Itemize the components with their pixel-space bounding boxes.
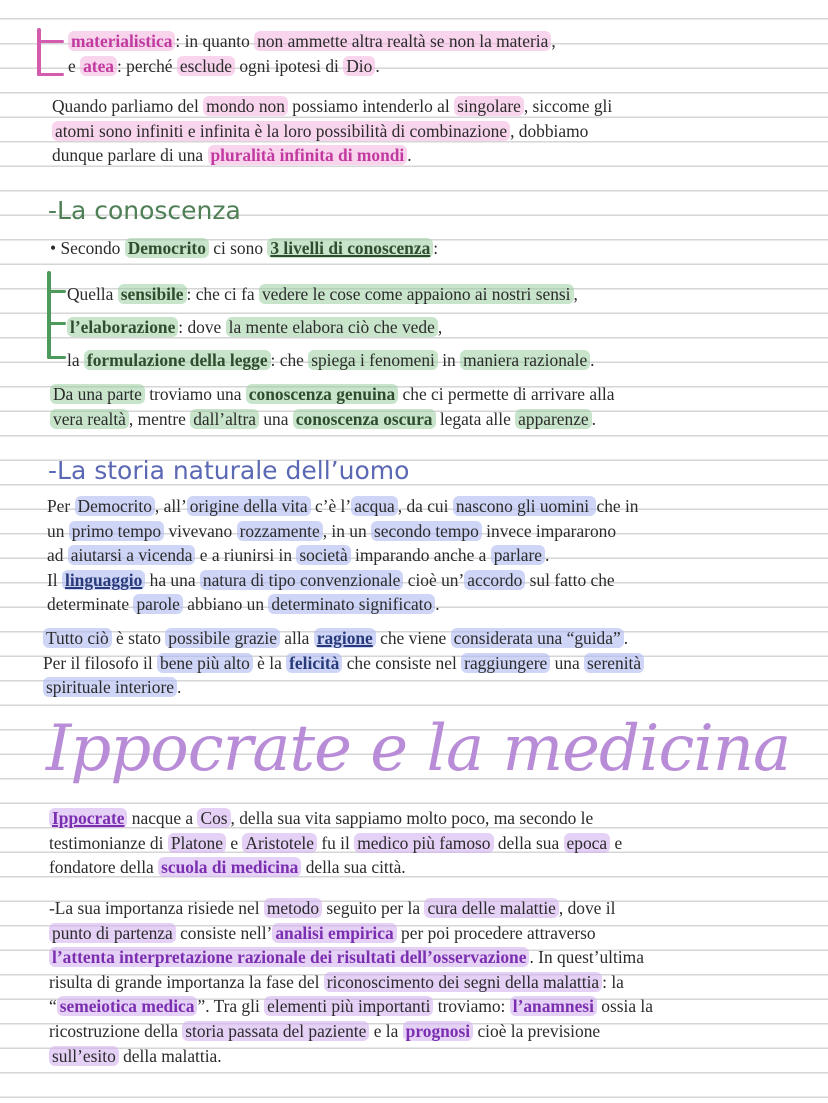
highlight: Platone xyxy=(168,833,226,853)
text: -La sua importanza risiede nel xyxy=(49,898,264,918)
text: Per xyxy=(47,496,75,516)
text: abbiano un xyxy=(182,594,269,615)
text-line xyxy=(49,921,653,946)
paragraph-ippocrate xyxy=(49,806,622,880)
highlight: bene più alto xyxy=(157,653,253,673)
text: ha una xyxy=(145,569,200,590)
text: che ci permette di arrivare alla xyxy=(398,384,615,404)
paragraph-mondo xyxy=(52,94,612,168)
heading-conoscenza: -La conoscenza xyxy=(48,196,241,225)
highlight: spiega i fenomeni xyxy=(308,350,438,370)
text: ricostruzione della xyxy=(49,1020,183,1041)
text: alla xyxy=(279,628,314,648)
text-line xyxy=(49,994,653,1019)
text: troviamo: xyxy=(433,996,510,1017)
highlight: metodo xyxy=(264,898,322,918)
text-line xyxy=(43,651,644,676)
highlight: nascono gli uomini xyxy=(453,496,597,516)
bullet-icon: • xyxy=(50,238,57,258)
text: che viene xyxy=(375,628,451,648)
highlight: considerata una “guida” xyxy=(451,628,624,648)
page-title: Ippocrate e la medicina xyxy=(46,712,791,786)
highlight: esclude xyxy=(177,56,235,76)
highlight: materialistica xyxy=(68,31,175,51)
highlight: aiutarsi a vicenda xyxy=(68,545,196,565)
text: : xyxy=(433,238,439,258)
highlight: formulazione della legge xyxy=(84,350,271,370)
highlight: atomi sono infiniti e infinita è la loro possibilità di combinazione xyxy=(52,121,510,141)
level-item xyxy=(67,344,595,377)
highlight: conoscenza oscura xyxy=(293,409,436,429)
highlight: ragione xyxy=(314,628,376,648)
highlight: acqua xyxy=(351,496,398,516)
text-line xyxy=(43,675,644,700)
text: che consiste nel xyxy=(342,652,462,673)
highlight: l’anamnesi xyxy=(510,996,597,1016)
highlight: sensibile xyxy=(118,284,187,304)
text: . xyxy=(435,594,440,615)
highlight: Dio xyxy=(343,56,375,76)
text: , xyxy=(551,31,556,51)
text: cioè un’ xyxy=(403,569,465,590)
highlight: Da una parte xyxy=(50,384,145,404)
heading-storia-naturale: -La storia naturale dell’uomo xyxy=(48,456,410,485)
text-line xyxy=(68,29,556,54)
text: invece impararono xyxy=(481,520,617,541)
highlight: dall’altra xyxy=(190,409,259,429)
highlight: vera realtà xyxy=(50,409,129,429)
highlight: l’elaborazione xyxy=(67,317,178,337)
highlight: conoscenza genuina xyxy=(246,384,398,404)
highlight: Democrito xyxy=(75,496,155,516)
paragraph-storia xyxy=(47,494,639,617)
text-line xyxy=(50,236,438,261)
highlight: l’attenta interpretazione razionale dei risultati dell’osservazione xyxy=(49,947,529,967)
highlight: medico più famoso xyxy=(354,833,493,853)
text: , xyxy=(573,284,578,304)
text: . xyxy=(623,628,629,648)
green-bracket xyxy=(47,271,51,359)
highlight: 3 livelli di conoscenza xyxy=(267,238,433,258)
text: e a riunirsi in xyxy=(195,545,297,566)
level-item xyxy=(67,311,595,344)
text: sul fatto che xyxy=(525,569,615,590)
highlight: riconoscimento dei segni della malattia xyxy=(324,972,602,992)
text: seguito per la xyxy=(322,898,425,918)
highlight: apparenze xyxy=(515,409,591,429)
text: e xyxy=(225,832,243,853)
highlight: linguaggio xyxy=(62,570,145,590)
highlight: maniera razionale xyxy=(460,350,590,370)
highlight: parole xyxy=(133,594,182,614)
text: la xyxy=(67,350,84,370)
text: : dove xyxy=(178,317,226,337)
highlight: vedere le cose come appaiono ai nostri sensi xyxy=(259,284,574,304)
highlight: felicità xyxy=(286,653,342,673)
text-line xyxy=(49,896,653,921)
text: ogni ipotesi di xyxy=(235,55,344,76)
highlight: semeiotica medica xyxy=(57,996,198,1016)
text: legata alle xyxy=(435,408,516,429)
text: , siccome gli xyxy=(523,96,613,116)
highlight: atea xyxy=(80,56,117,76)
bullet-conoscenza xyxy=(50,236,438,261)
text: risulta di grande importanza la fase del xyxy=(49,971,324,992)
text: per poi procedere attraverso xyxy=(396,922,596,943)
text: ad xyxy=(47,545,68,566)
highlight: pluralità infinita di mondi xyxy=(208,145,408,165)
highlight: epoca xyxy=(564,833,611,853)
highlight: Ippocrate xyxy=(49,808,127,828)
text: imparando anche a xyxy=(350,545,491,566)
text: una xyxy=(550,652,585,673)
text: fondatore della xyxy=(49,857,159,878)
text-line xyxy=(47,568,639,593)
highlight: prognosi xyxy=(403,1021,473,1041)
text: nacque a xyxy=(127,808,198,828)
text: : in quanto xyxy=(175,31,255,51)
text: vivevano xyxy=(164,520,237,541)
pink-bracket xyxy=(37,28,41,76)
text: e la xyxy=(369,1020,403,1041)
text: , all’ xyxy=(154,496,187,516)
highlight: primo tempo xyxy=(69,521,164,541)
text-line xyxy=(52,94,612,119)
text: , dove il xyxy=(558,898,616,918)
highlight: singolare xyxy=(454,96,524,116)
highlight: determinato significato xyxy=(268,594,435,614)
highlight: rozzamente xyxy=(237,521,323,541)
text: . In quest’ultima xyxy=(529,947,644,968)
highlight: sull’esito xyxy=(49,1046,119,1066)
text-line xyxy=(68,54,556,79)
highlight: Tutto ciò xyxy=(43,628,112,648)
text: Secondo xyxy=(60,238,125,258)
paragraph-conoscenza-genuina xyxy=(50,382,614,431)
highlight: storia passata del paziente xyxy=(182,1021,369,1041)
text-line xyxy=(47,494,639,519)
highlight: natura di tipo convenzionale xyxy=(200,570,404,590)
text: : che ci fa xyxy=(186,284,259,304)
highlight: società xyxy=(296,545,350,565)
green-bracket-tick xyxy=(47,322,66,325)
text-line xyxy=(49,945,653,970)
text: . xyxy=(591,408,597,429)
text: . xyxy=(375,55,380,76)
text-line xyxy=(47,592,639,617)
text: ”. Tra gli xyxy=(197,996,265,1017)
highlight: mondo non xyxy=(203,96,288,116)
text: : la xyxy=(602,971,624,992)
text: della sua città. xyxy=(301,857,406,878)
highlight: Democrito xyxy=(125,238,209,258)
text: in xyxy=(437,350,461,370)
green-bracket-tick xyxy=(47,356,66,359)
text: : perché xyxy=(116,55,177,76)
text: , dobbiamo xyxy=(510,120,589,141)
text: . xyxy=(590,350,595,370)
text: “ xyxy=(49,996,57,1017)
highlight: secondo tempo xyxy=(371,521,482,541)
text-line xyxy=(49,1019,653,1044)
highlight: analisi empirica xyxy=(272,923,396,943)
text: , della sua vita sappiamo molto poco, ma secondo le xyxy=(230,808,594,828)
text-line xyxy=(52,143,612,168)
text: , mentre xyxy=(128,408,191,429)
level-item xyxy=(67,278,595,311)
green-bracket-tick xyxy=(47,290,66,293)
text: possiamo intenderlo al xyxy=(287,96,455,116)
text-line xyxy=(49,1044,653,1069)
text: determinate xyxy=(47,594,134,615)
paragraph-metodo xyxy=(49,896,653,1068)
text-line xyxy=(49,970,653,995)
text: Quando parliamo del xyxy=(52,96,204,116)
highlight: scuola di medicina xyxy=(158,857,301,877)
materialism-definition xyxy=(68,29,556,78)
highlight: elementi più importanti xyxy=(264,996,433,1016)
highlight: serenità xyxy=(584,653,644,673)
highlight: Cos xyxy=(197,808,230,828)
pink-bracket-tick xyxy=(37,40,64,43)
text-line xyxy=(52,119,612,144)
text-line xyxy=(47,519,639,544)
text: un xyxy=(47,520,69,541)
highlight: accordo xyxy=(464,570,525,590)
text: consiste nell’ xyxy=(175,922,273,943)
text: , xyxy=(437,317,443,337)
text-line xyxy=(49,855,622,880)
highlight: la mente elabora ciò che vede xyxy=(226,317,438,337)
text-line xyxy=(49,806,622,831)
text-line xyxy=(47,543,639,568)
text: della malattia. xyxy=(118,1045,222,1066)
text: . xyxy=(545,545,550,566)
highlight: raggiungere xyxy=(461,653,550,673)
highlight: Aristotele xyxy=(242,833,317,853)
text: ossia la xyxy=(596,996,653,1017)
text: , da cui xyxy=(397,496,453,516)
text: fu il xyxy=(316,832,355,853)
highlight: spirituale interiore xyxy=(43,677,177,697)
text: è stato xyxy=(111,628,166,648)
text: Per il filosofo il xyxy=(43,652,157,673)
text-line xyxy=(50,407,614,432)
text: c’è l’ xyxy=(310,496,352,516)
text: . xyxy=(176,677,182,698)
highlight: non ammette altra realtà se non la materia xyxy=(254,31,551,51)
text: Il xyxy=(47,569,62,590)
highlight: possibile grazie xyxy=(165,628,280,648)
highlight: cura delle malattie xyxy=(424,898,558,918)
text: e xyxy=(68,55,81,76)
highlight: punto di partenza xyxy=(49,923,176,943)
text: , in un xyxy=(322,520,372,541)
highlight: origine della vita xyxy=(187,496,311,516)
text-line xyxy=(50,382,614,407)
text: ci sono xyxy=(208,238,268,258)
text: e xyxy=(610,832,623,853)
text: testimonianze di xyxy=(49,832,168,853)
text: che in xyxy=(596,496,639,516)
text: cioè la previsione xyxy=(473,1020,601,1041)
paragraph-ragione xyxy=(43,626,644,700)
text: della sua xyxy=(493,832,564,853)
text-line xyxy=(43,626,644,651)
text: . xyxy=(407,145,412,166)
levels-list xyxy=(67,278,595,377)
text: è la xyxy=(252,652,287,673)
text-line xyxy=(49,831,622,856)
pink-bracket-tick xyxy=(37,73,64,76)
text: Quella xyxy=(67,284,118,304)
text: una xyxy=(258,408,293,429)
highlight: parlare xyxy=(491,545,545,565)
text: dunque parlare di una xyxy=(52,145,208,166)
text: : che xyxy=(270,350,309,370)
text: troviamo una xyxy=(144,384,246,404)
